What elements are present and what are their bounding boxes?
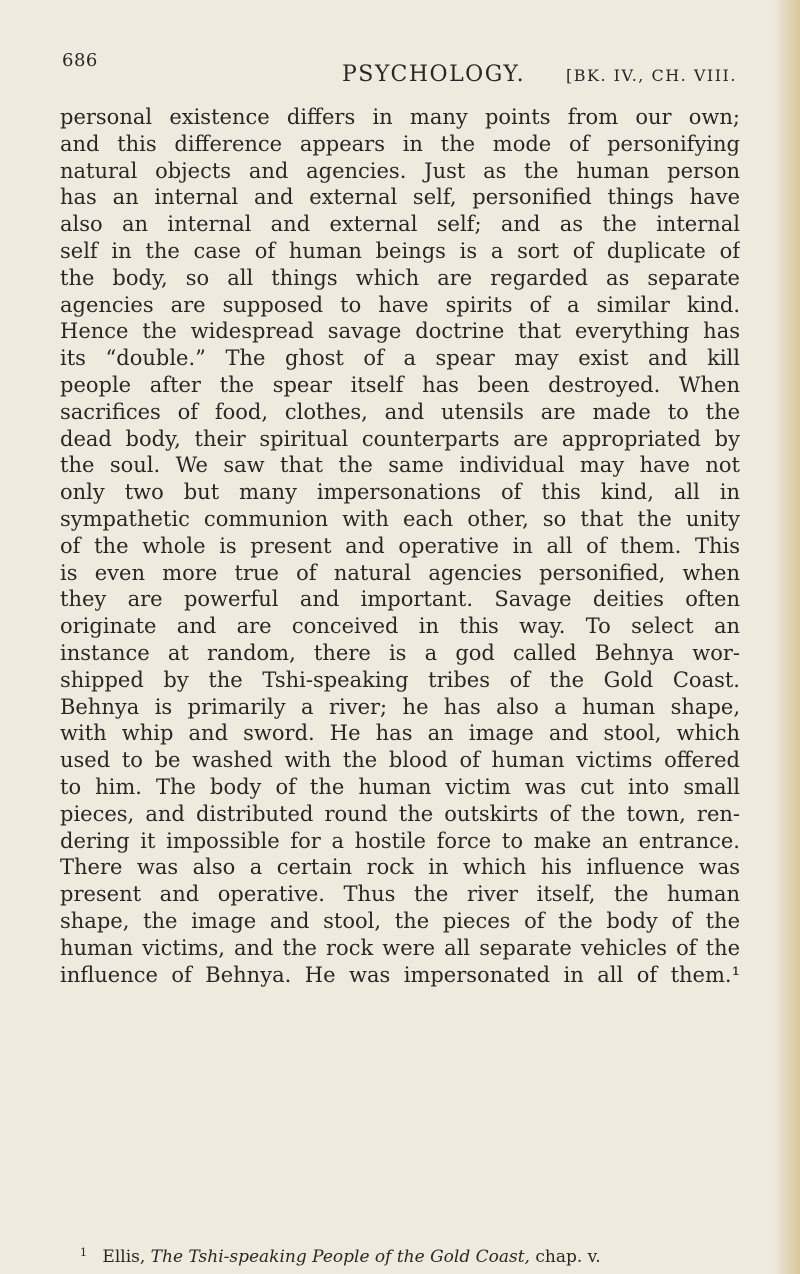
- text-line: the soul. We saw that the same individual may have not: [60, 453, 740, 478]
- text-line: its “double.” The ghost of a spear may exist and kill: [60, 346, 740, 371]
- text-line: human victims, and the rock were all separate vehicles of the: [60, 935, 740, 960]
- running-title: PSYCHOLOGY.: [342, 62, 526, 87]
- text-line: they are powerful and important. Savage deities often: [60, 587, 740, 612]
- text-line: sympathetic communion with each other, so that the unity: [60, 506, 740, 531]
- text-line: with whip and sword. He has an image and stool, which: [60, 721, 740, 746]
- text-line: personal existence differs in many points from our own;: [60, 105, 740, 129]
- footnote-author: Ellis,: [102, 1247, 146, 1267]
- text-line: Behnya is primarily a river; he has also a human shape,: [60, 694, 740, 719]
- text-line: originate and are conceived in this way. To select an: [60, 614, 740, 639]
- text-line: self in the case of human beings is a sort of duplicate of: [60, 238, 740, 263]
- text-line: is even more true of natural agencies personified, when: [60, 560, 740, 585]
- text-line: natural objects and agencies. Just as the human person: [60, 158, 740, 183]
- text-line: also an internal and external self; and as the internal: [60, 212, 740, 237]
- text-line: only two but many impersonations of this kind, all in: [60, 480, 740, 505]
- footnote-title: The Tshi-speaking People of the Gold Coast,: [150, 1247, 530, 1267]
- text-line: dering it impossible for a hostile force to make an entrance.: [60, 828, 740, 853]
- text-line: of the whole is present and operative in all of them. This: [60, 533, 740, 558]
- text-line: pieces, and distributed round the outskirts of the town, ren-: [60, 801, 740, 826]
- page-edge-shading: [774, 0, 800, 1274]
- text-line: shape, the image and stool, the pieces of the body of the: [60, 908, 740, 933]
- section-reference: [BK. IV., CH. VIII.: [566, 66, 737, 85]
- text-line: people after the spear itself has been destroyed. When: [60, 372, 740, 397]
- text-line: There was also a certain rock in which his influence was: [60, 855, 740, 880]
- body-text: [60, 104, 740, 988]
- text-line: shipped by the Tshi-speaking tribes of the Gold Coast.: [60, 667, 740, 692]
- text-line: used to be washed with the blood of human victims offered: [60, 748, 740, 773]
- text-line: the body, so all things which are regarded as separate: [60, 265, 740, 290]
- text-line: dead body, their spiritual counterparts are appropriated by: [60, 426, 740, 451]
- footnote: [80, 1242, 740, 1268]
- text-line: has an internal and external self, personified things have: [60, 185, 740, 210]
- page-number: 686: [62, 50, 98, 71]
- text-line: present and operative. Thus the river itself, the human: [60, 882, 740, 907]
- text-line: agencies are supposed to have spirits of a similar kind.: [60, 292, 740, 317]
- text-line: influence of Behnya. He was impersonated in all of them.¹: [60, 962, 740, 987]
- running-header: [60, 50, 740, 90]
- text-line: Hence the widespread savage doctrine that everything has: [60, 319, 740, 344]
- text-line: to him. The body of the human victim was cut into small: [60, 774, 740, 799]
- text-line: and this difference appears in the mode of personifying: [60, 131, 740, 156]
- footnote-marker: 1: [80, 1246, 87, 1259]
- footnote-reference: chap. v.: [535, 1247, 601, 1267]
- text-line: sacrifices of food, clothes, and utensils are made to the: [60, 399, 740, 424]
- text-line: instance at random, there is a god called Behnya wor-: [60, 640, 740, 665]
